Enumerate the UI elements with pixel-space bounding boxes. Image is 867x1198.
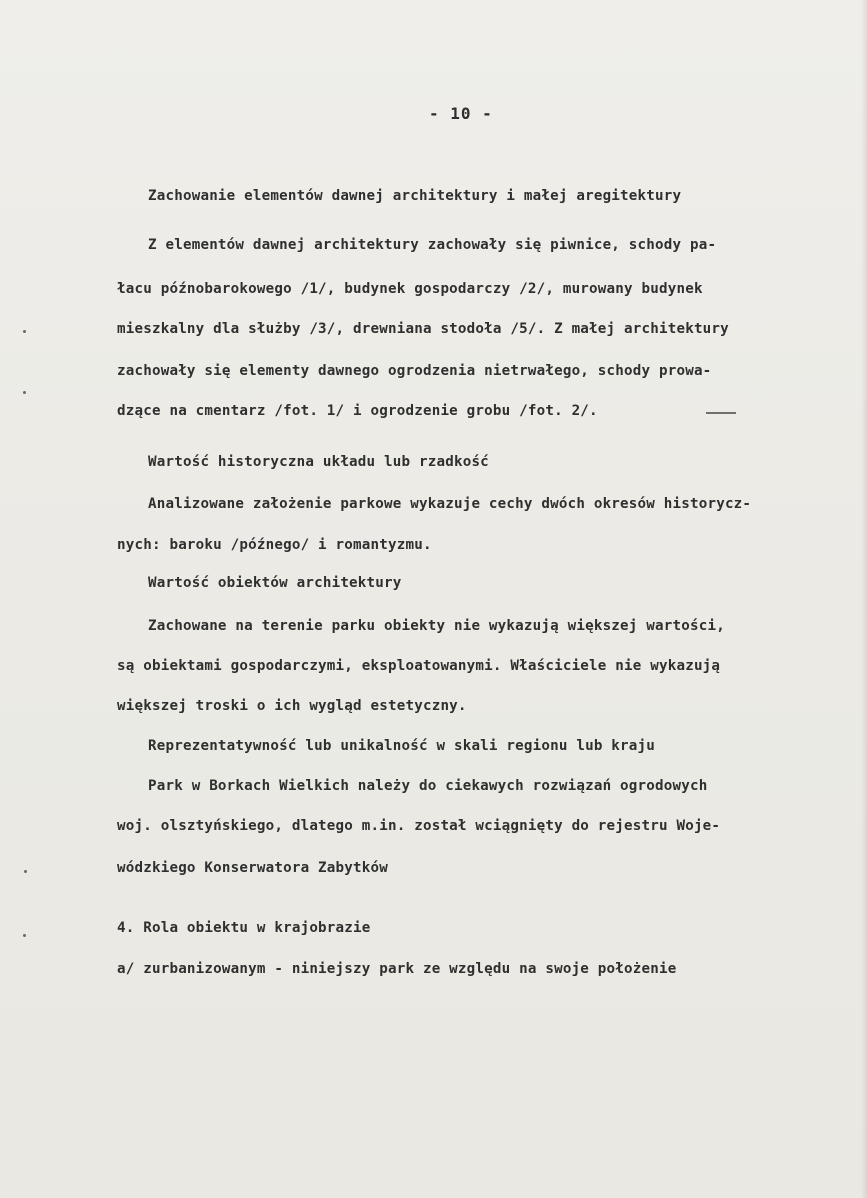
paragraph-line: zachowały się elementy dawnego ogrodzenia nietrwałego, schody prowa- xyxy=(117,363,712,379)
paragraph-line: Zachowane na terenie parku obiekty nie wykazują większej wartości, xyxy=(148,618,725,634)
page-edge-shadow xyxy=(861,0,867,1198)
paragraph-line: mieszkalny dla służby /3/, drewniana stodoła /5/. Z małej architektury xyxy=(117,321,729,337)
pen-stroke-mark xyxy=(706,412,736,414)
paragraph-line: są obiektami gospodarczymi, eksploatowanymi. Właściciele nie wykazują xyxy=(117,658,721,674)
paragraph-line: Z elementów dawnej architektury zachowały się piwnice, schody pa- xyxy=(148,237,717,253)
paragraph-line: nych: baroku /późnego/ i romantyzmu. xyxy=(117,537,432,553)
page-number: - 10 - xyxy=(429,104,493,123)
heading-historical-value: Wartość historyczna układu lub rzadkość xyxy=(148,454,489,470)
margin-mark xyxy=(23,330,26,333)
paragraph-line: a/ zurbanizowanym - niniejszy park ze względu na swoje położenie xyxy=(117,961,677,977)
paragraph-line: wódzkiego Konserwatora Zabytków xyxy=(117,860,388,876)
margin-mark xyxy=(23,391,26,394)
margin-mark xyxy=(23,934,26,937)
heading-representativeness: Reprezentatywność lub unikalność w skali regionu lub kraju xyxy=(148,738,656,754)
paragraph-line: łacu późnobarokowego /1/, budynek gospodarczy /2/, murowany budynek xyxy=(117,281,703,297)
heading-preserved-architecture: Zachowanie elementów dawnej architektury i małej aregitektury xyxy=(148,188,682,204)
heading-architecture-value: Wartość obiektów architektury xyxy=(148,575,402,591)
paragraph-line: większej troski o ich wygląd estetyczny. xyxy=(117,698,467,714)
paragraph-line: Analizowane założenie parkowe wykazuje cechy dwóch okresów historycz- xyxy=(148,496,752,512)
section-heading-landscape-role: 4. Rola obiektu w krajobrazie xyxy=(117,920,371,936)
margin-mark xyxy=(24,870,27,873)
paragraph-line: woj. olsztyńskiego, dlatego m.in. został wciągnięty do rejestru Woje- xyxy=(117,818,721,834)
paragraph-line: Park w Borkach Wielkich należy do ciekawych rozwiązań ogrodowych xyxy=(148,778,708,794)
paragraph-line: dzące na cmentarz /fot. 1/ i ogrodzenie grobu /fot. 2/. xyxy=(117,403,598,419)
